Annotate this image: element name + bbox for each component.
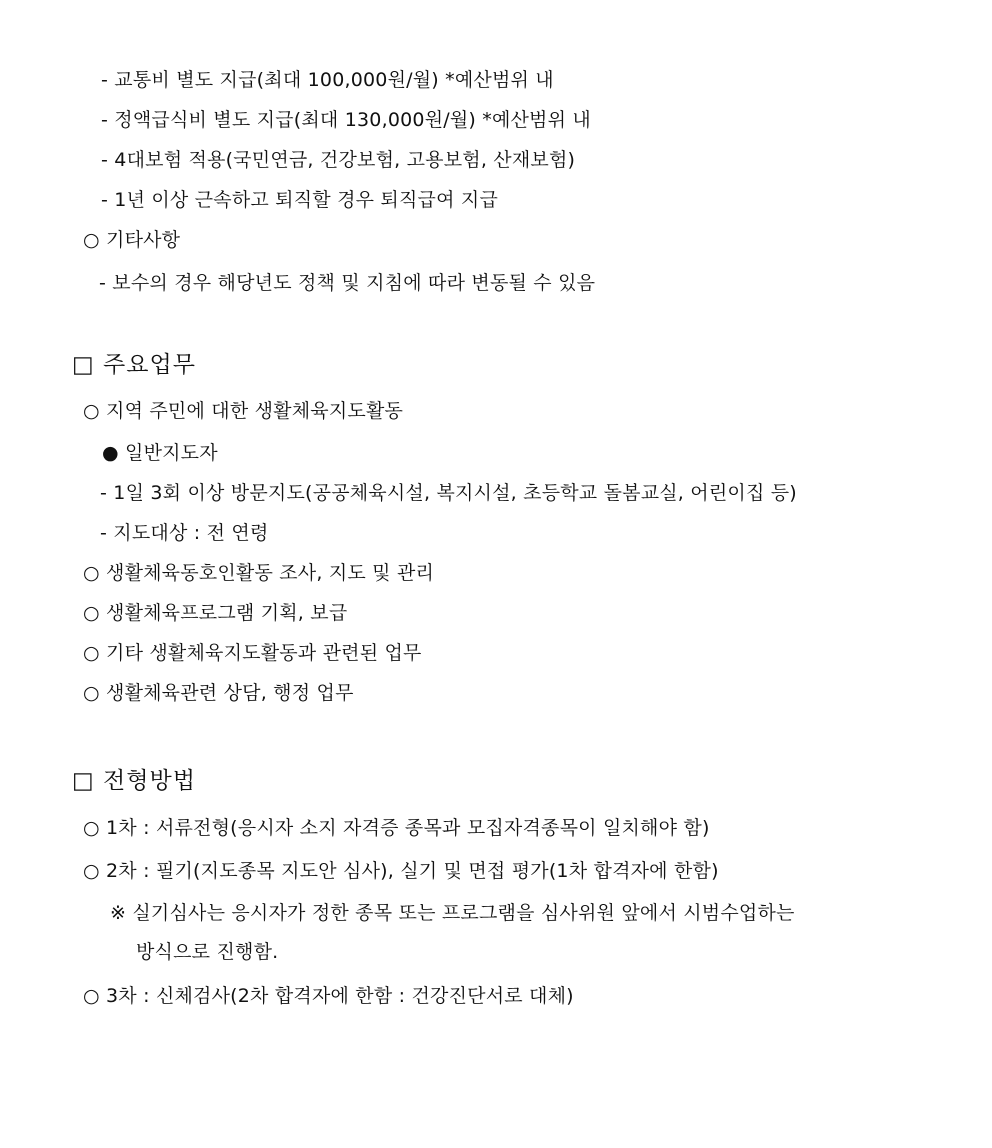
selection-note: ※ 실기심사는 응시자가 정한 종목 또는 프로그램을 심사위원 앞에서 시범수업하는 (110, 902, 795, 924)
duty-subitem: - 1일 3회 이상 방문지도(공공체육시설, 복지시설, 초등학교 돌봄교실, 어린이집 등) (100, 482, 797, 504)
other-item: - 보수의 경우 해당년도 정책 및 지침에 따라 변동될 수 있음 (99, 272, 596, 294)
selection-note-continued: 방식으로 진행함. (136, 941, 279, 963)
selection-stage-1: ○ 1차 : 서류전형(응시자 소지 자격증 종목과 모집자격종목이 일치해야 함) (83, 817, 710, 839)
benefit-insurance: - 4대보험 적용(국민연금, 건강보험, 고용보험, 산재보험) (101, 149, 576, 171)
duty-item: ○ 생활체육관련 상담, 행정 업무 (83, 682, 354, 704)
duties-heading: □ 주요업무 (72, 352, 196, 378)
benefit-meal: - 정액급식비 별도 지급(최대 130,000원/월) *예산범위 내 (101, 109, 591, 131)
selection-heading: □ 전형방법 (72, 768, 196, 794)
duty-subitem: - 지도대상 : 전 연령 (100, 522, 269, 544)
duty-item: ○ 생활체육동호인활동 조사, 지도 및 관리 (83, 562, 435, 584)
duty-item: ○ 기타 생활체육지도활동과 관련된 업무 (83, 642, 422, 664)
benefit-severance: - 1년 이상 근속하고 퇴직할 경우 퇴직급여 지급 (101, 189, 498, 211)
duty-subheading: ● 일반지도자 (102, 442, 218, 464)
other-title: ○ 기타사항 (83, 229, 181, 251)
duty-item: ○ 생활체육프로그램 기획, 보급 (83, 602, 348, 624)
selection-stage-2: ○ 2차 : 필기(지도종목 지도안 심사), 실기 및 면접 평가(1차 합격자에 한함) (83, 860, 719, 882)
benefit-transport: - 교통비 별도 지급(최대 100,000원/월) *예산범위 내 (101, 69, 554, 91)
selection-stage-3: ○ 3차 : 신체검사(2차 합격자에 한함 : 건강진단서로 대체) (83, 985, 574, 1007)
duty-item: ○ 지역 주민에 대한 생활체육지도활동 (83, 400, 404, 422)
